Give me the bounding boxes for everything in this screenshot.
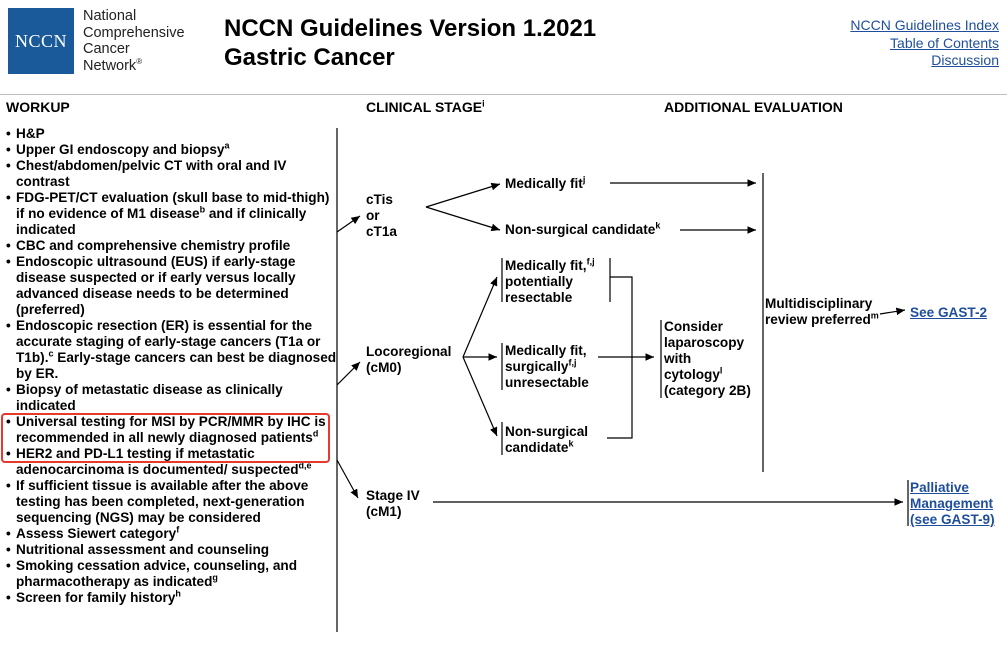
guidelines-index-link[interactable]: NCCN Guidelines Index [850, 17, 999, 33]
arrow-to-stage-iv [337, 460, 358, 498]
workup-heading: WORKUP [6, 99, 70, 115]
workup-item: • CBC and comprehensive chemistry profile [6, 238, 338, 254]
title-line-2: Gastric Cancer [224, 44, 395, 71]
logo-text: NCCN [14, 30, 67, 51]
org-line: Cancer [83, 41, 130, 57]
discussion-link[interactable]: Discussion [931, 52, 999, 68]
node-laparoscopy: Consider laparoscopy with cytology$^l$ (category 2B) [664, 319, 751, 398]
table-of-contents-link[interactable]: Table of Contents [890, 34, 999, 51]
arrow-to-non-surgical-2 [463, 357, 497, 436]
workup-item: • Upper GI endoscopy and biopsy$^a$ [6, 142, 338, 158]
workup-item: • Biopsy of metastatic disease as clinically indicated [6, 382, 338, 414]
workup-item: • FDG-PET/CT evaluation (skull base to mid-thigh) if no evidence of M1 disease$^b$ and if clinically indicated [6, 190, 338, 238]
node-multidisciplinary-review: Multidisciplinary review preferred$^m$ [765, 296, 879, 327]
title-line-1: NCCN Guidelines Version 1.2021 [224, 15, 597, 42]
palliative-line[interactable]: Management [910, 496, 994, 511]
workup-item: • Chest/abdomen/pelvic CT with oral and IV contrast [6, 158, 338, 190]
arrow-to-medically-fit [426, 184, 500, 207]
arrow-to-gast2 [880, 310, 905, 314]
additional-evaluation-heading: ADDITIONAL EVALUATION [664, 99, 843, 115]
node-non-surgical-candidate-2: Non-surgical candidate$^k$ [505, 424, 589, 455]
node-medically-fit-resectable: Medically fit,$^{f,j}$ potentially resectable [505, 256, 595, 305]
workup-item: • Assess Siewert category$^f$ [6, 526, 338, 542]
see-gast2-link[interactable]: See GAST-2 [910, 305, 988, 320]
org-line: Comprehensive [83, 24, 185, 41]
node-medically-fit: Medically fit$^j$ [505, 174, 586, 191]
arrow-to-locoregional [337, 362, 360, 385]
workup-item: • Endoscopic ultrasound (EUS) if early-stage disease suspected or if early versus locally advanced disease needs to be determined (preferred) [6, 254, 338, 318]
node-medically-fit-unresectable: Medically fit, surgically$^{f,j}$ unresectable [505, 343, 589, 390]
registered-mark: ® [136, 56, 143, 66]
workup-item: • Screen for family history$^h$ [6, 590, 338, 606]
workup-item: • Smoking cessation advice, counseling, and pharmacotherapy as indicated$^g$ [6, 558, 338, 590]
workup-item: • HER2 and PD-L1 testing if metastatic adenocarcinoma is documented/ suspected$^{d,e}$ [6, 446, 338, 478]
palliative-line[interactable]: Palliative [910, 480, 969, 495]
workup-item: • Nutritional assessment and counseling [6, 542, 338, 558]
workup-item-msi-testing: • Universal testing for MSI by PCR/MMR by IHC is recommended in all newly diagnosed patients$^d$ [6, 414, 338, 446]
arrow-to-resectable [463, 277, 497, 357]
stage-ctis: cTis or cT1a [366, 192, 397, 239]
workup-item: • H&P [6, 126, 338, 142]
stage-iv: Stage IV (cM1) [366, 488, 420, 519]
org-line: National [83, 8, 137, 24]
stage-locoregional: Locoregional (cM0) [366, 344, 452, 375]
arrow-to-ctis [337, 216, 360, 232]
clinical-stage-heading: CLINICAL STAGE$^i$ [366, 98, 485, 115]
node-non-surgical-candidate: Non-surgical candidate$^k$ [505, 220, 661, 237]
workup-item: • Endoscopic resection (ER) is essential for the accurate staging of early-stage cancers (T1a or T1b).$^c$ Early-stage cancers can best be diagnosed by ER. [6, 318, 338, 382]
arrow-to-non-surgical [426, 207, 500, 230]
org-line: Network [83, 57, 137, 74]
workup-item: • If sufficient tissue is available after the above testing has been completed, next-generation sequencing (NGS) may be considered [6, 478, 338, 526]
palliative-management-link[interactable] [910, 480, 995, 528]
palliative-line[interactable]: (see GAST-9) [910, 512, 995, 527]
